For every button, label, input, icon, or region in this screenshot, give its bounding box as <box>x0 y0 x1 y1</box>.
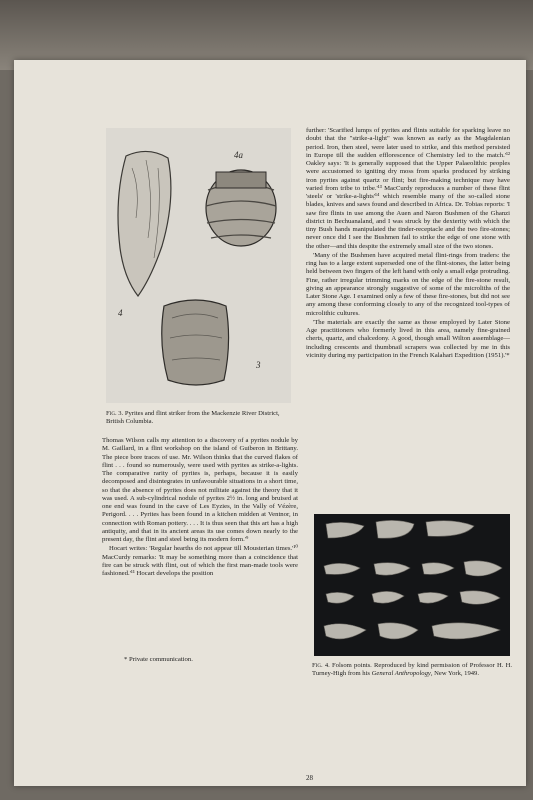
figure-4-caption <box>312 662 512 678</box>
right-column <box>306 127 510 361</box>
paragraph: further: 'Scarified lumps of pyrites and flints suitable for sparking leave no doubt that the "strike-a-light" was known as early as the Magdalenian period. Iron, then steel, were later used to strike, and this method persisted in Europe till the sudden efflorescence of Chemistry led to the match.'¹² Oakley says: 'It is generally supposed that the Upper Palaeolithic peoples were accustomed to igniting dry moss from sparks produced by striking iron pyrites against quartz or flint; but fire-making technique may have varied from tribe to tribe.'¹³ MacCurdy reproduces a number of these flint 'steels' or 'strike-a-lights'¹⁴ which resemble many of the so-called stone blades, knives and saws found and described in Africa. Dr. Tobias reports: 'I saw fire flints in use among the Auen and Naron Bushmen of the Ghanzi district in Bechuanaland, and I was struck by the dexterity with which the tiny Bush hands manipulated the tinder-receptacle and the two fire-stones; never once did I see the Bushmen fail to strike the edge of one stone with the other—and this despite the extremely small size of the two stones. <box>306 127 510 250</box>
pyrites-drawing <box>106 128 291 403</box>
figure-3-caption-text: Pyrites and flint striker from the Mackenzie River District, British Columbia. <box>106 410 280 425</box>
figure-label-4a: 4a <box>234 150 243 160</box>
figure-3-caption <box>106 410 296 426</box>
figure-3-image <box>106 128 291 403</box>
figure-4-caption-book-title: General Anthropology <box>371 670 431 677</box>
paragraph: Thomas Wilson calls my attention to a discovery of a pyrites nodule by M. Gaillard, in a flint workshop on the island of Guiberon in Brittany. The piece bore traces of use. Mr. Wilson thinks that the curved flakes of flint . . . found so numerously, were used with pyrites as strike-a-lights. The comparative rarity of pyrites is, perhaps, because it is easily decomposed and disintegrates in unfavourable situations in a short time, so that the absence of pyrites does not militate against the theory that it was used. A sub-cylindrical nodule of pyrites 2½ in. long and bruised at one end was found in the cave of Les Eyzies, in the Vally of Vézère, Perigord. . . . Pyrites has been found in a kitchen midden at Ventnor, in connection with Roman pottery. . . . It is thus seen that this art has a high antiquity, and that in its ancient areas its use comes down nearly to the present day, the flint and steel being its modern form.'⁹ <box>102 437 298 543</box>
footnote: * Private communication. <box>124 656 193 663</box>
figure-3-caption-label: Fig. 3. <box>106 410 124 417</box>
figure-4-caption-label: Fig. 4. <box>312 662 330 669</box>
figure-4-image <box>314 514 510 656</box>
figure-label-4: 4 <box>118 308 123 318</box>
folsom-points-photo <box>314 514 510 656</box>
left-column <box>102 437 298 579</box>
figure-label-3: 3 <box>256 360 261 370</box>
page-number: 28 <box>306 774 313 782</box>
paragraph: Hocart writes: 'Regular hearths do not appear till Mousterian times.'¹⁰ MacCurdy remarks: 'It may be something more than a coincidence that fire can be struck with flint, out of which the first man-made tools were fashioned.'¹¹ Hocart develops the position <box>102 545 298 577</box>
paragraph: 'The materials are exactly the same as those employed by Later Stone Age practitioners who formerly lived in this area, namely fine-grained cherts, quartz, and chalcedony. A good, though small Wilton assemblage—including crescents and thumbnail scrapers was collected by me in this vicinity during my participation in the French Kalahari Expedition (1951).'* <box>306 318 510 359</box>
book-page <box>14 60 526 786</box>
figure-4-caption-tail: , New York, 1949. <box>430 670 480 677</box>
paragraph: 'Many of the Bushmen have acquired metal flint-rings from traders: the ring has to a large extent superseded one of the flint-stones, the latter being held between two fingers of the left hand with only a small edge protruding. Fine, rather irregular trimming marks on the edge of the fire-stone result, giving an appearance strongly suggestive of some of the microliths of the Later Stone Age. I examined only a few of these fire-stones, but did not see any among these conforming closely to any of the recognized tool-types of microlithic cultures. <box>306 251 510 317</box>
figure-4-caption-text: Folsom points. Reproduced by kind permission of Professor H. H. Turney-High from his <box>312 662 512 677</box>
